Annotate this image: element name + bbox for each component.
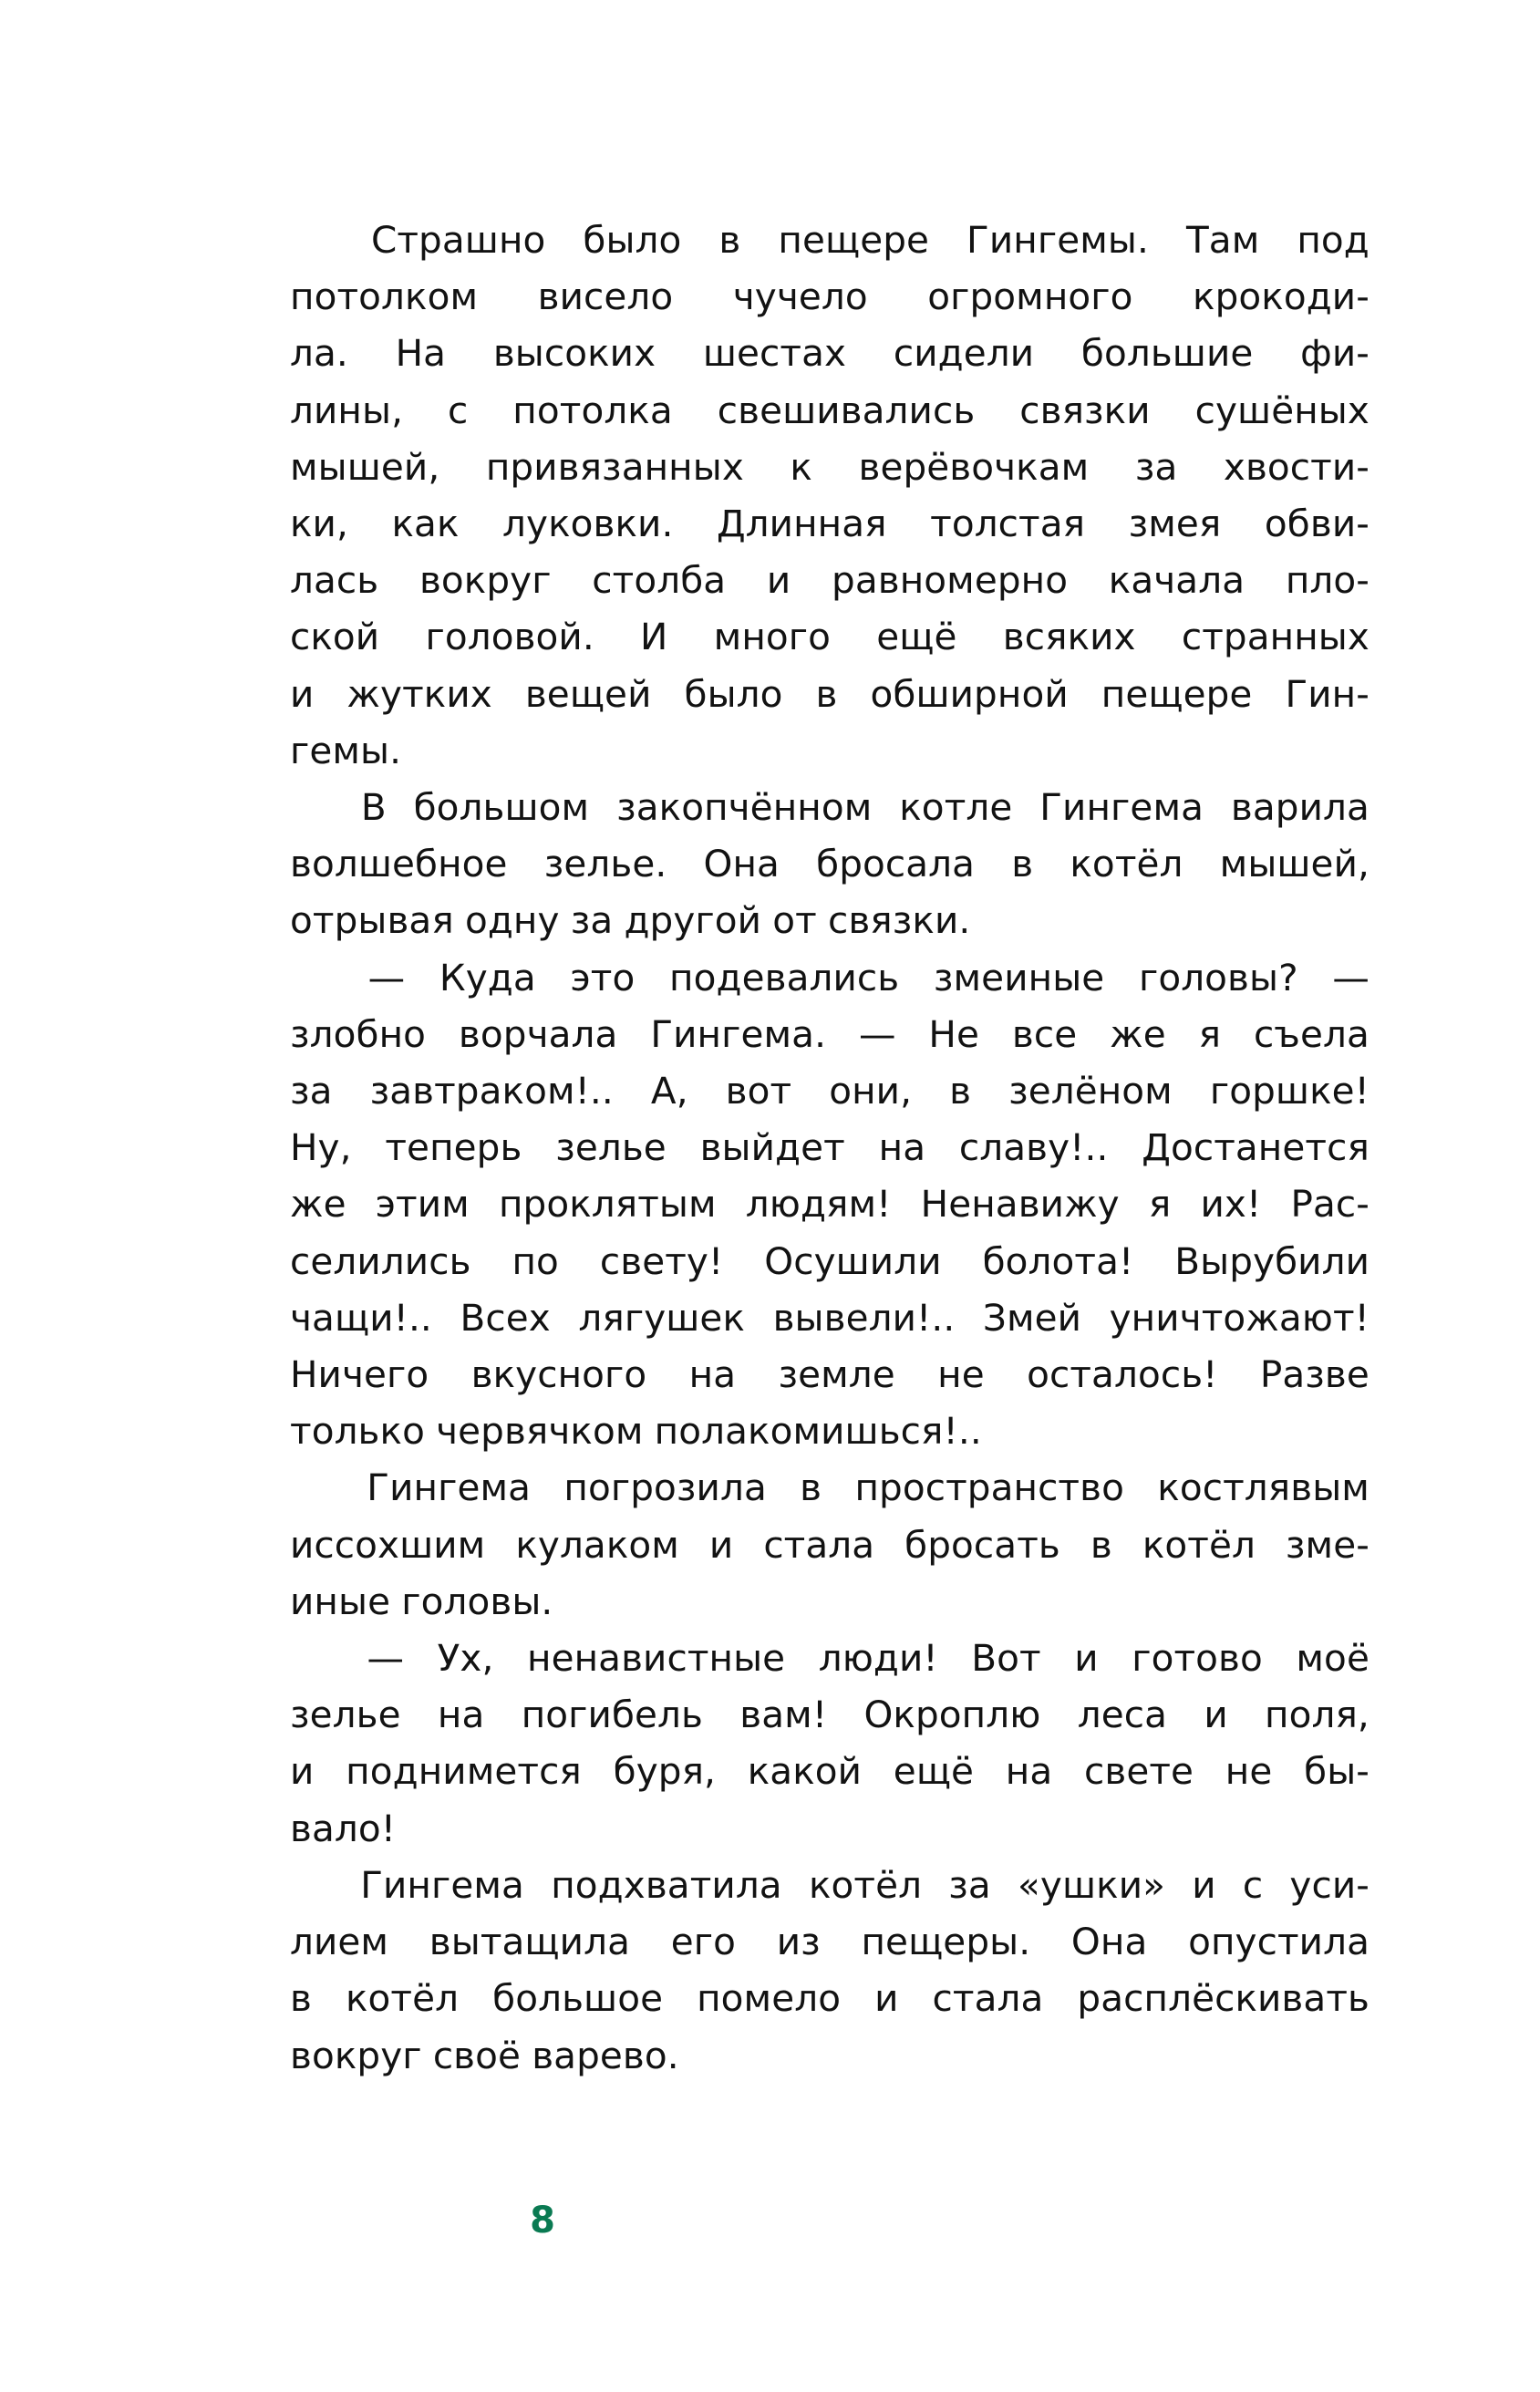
word: Рас- [1290, 1182, 1369, 1227]
text-line [290, 1517, 1369, 1573]
word: это [570, 955, 636, 999]
word: бы- [1304, 1749, 1369, 1794]
word: И [640, 615, 668, 659]
word: свету! [599, 1238, 724, 1283]
word: на [878, 1125, 926, 1170]
word: люди! [818, 1636, 938, 1681]
word: закопчённом [616, 785, 873, 830]
word: горшке! [1209, 1069, 1369, 1113]
word: из [776, 1920, 821, 1964]
word: большое [492, 1976, 664, 2021]
word: Вот [971, 1636, 1041, 1681]
word: Гин- [1285, 671, 1369, 716]
text-line [290, 892, 1369, 948]
word: ки, [290, 502, 348, 546]
paragraph [290, 779, 1369, 949]
word: пространство [854, 1465, 1124, 1510]
word: котёл [1070, 842, 1183, 886]
word: чучело [732, 274, 868, 319]
word: селились [290, 1238, 471, 1283]
text-line [290, 949, 1369, 1006]
word: в [1090, 1522, 1112, 1567]
text-line [290, 1686, 1369, 1743]
word: осталось! [1027, 1352, 1218, 1397]
word: Змей [982, 1295, 1082, 1340]
word: змея [1128, 502, 1222, 546]
word: головой. [425, 615, 594, 659]
text-line [290, 1062, 1369, 1119]
word: готово [1132, 1636, 1263, 1681]
word: волшебное [290, 842, 508, 886]
text-line [290, 382, 1369, 439]
text-line [290, 1459, 1369, 1516]
word: съела [1253, 1011, 1369, 1056]
text-line [290, 1630, 1369, 1686]
word: — [367, 1636, 405, 1681]
word: вещей [524, 671, 652, 716]
word: Вырубили [1174, 1238, 1369, 1283]
word: головы. [401, 1579, 553, 1623]
word: ещё [893, 1749, 975, 1794]
word: шестах [702, 331, 847, 376]
word: Разве [1259, 1352, 1369, 1397]
word: было [684, 671, 783, 716]
word: злобно [290, 1011, 427, 1056]
text-line [290, 779, 1369, 835]
word: высоких [492, 331, 656, 376]
word: жутких [346, 671, 492, 716]
word: пещеры. [861, 1920, 1031, 1964]
word: опустила [1188, 1920, 1369, 1964]
word: другой [624, 898, 762, 943]
word: на [1005, 1749, 1053, 1794]
word: зелье. [543, 842, 667, 886]
page-text-block [290, 212, 1369, 2084]
word: — [1332, 955, 1369, 999]
word: за [290, 1069, 333, 1113]
word: потолка [512, 388, 673, 432]
word: в [718, 218, 741, 262]
word: их! [1200, 1182, 1262, 1227]
paragraph [290, 212, 1369, 779]
word: варево. [532, 2033, 679, 2077]
text-line [290, 2027, 1369, 2084]
word: качала [1108, 558, 1245, 603]
word: за [948, 1862, 991, 1907]
word: расплёскивать [1077, 1976, 1369, 2021]
word: Куда [439, 955, 536, 999]
word: и [1204, 1693, 1228, 1737]
word: котёл [345, 1976, 460, 2021]
word: теперь [385, 1125, 522, 1170]
word: людям! [745, 1182, 892, 1227]
word: моё [1296, 1636, 1369, 1681]
word: поля, [1265, 1693, 1369, 1737]
word: свете [1084, 1749, 1194, 1794]
word: висело [537, 274, 674, 319]
word: Она [703, 842, 780, 886]
word: своё [432, 2033, 522, 2077]
text-line [290, 1403, 1369, 1459]
word: все [1011, 1011, 1078, 1056]
word: связки [1019, 388, 1151, 432]
word: котёл [1142, 1522, 1256, 1567]
word: вокруг [290, 2033, 422, 2077]
word: обви- [1264, 502, 1369, 546]
word: ещё [876, 615, 957, 659]
word: сушёных [1194, 388, 1369, 432]
word: этим [375, 1182, 470, 1227]
word: в [290, 1976, 312, 2021]
word: и [1192, 1862, 1216, 1907]
text-line [290, 722, 1369, 779]
word: я [1198, 1011, 1222, 1056]
word: Там [1185, 218, 1260, 262]
word: котле [899, 785, 1013, 830]
word: земле [778, 1352, 895, 1397]
word: подхватила [551, 1862, 782, 1907]
word: пещере [1101, 671, 1253, 716]
word: же [290, 1182, 346, 1227]
word: мышей, [1219, 842, 1369, 886]
word: полакомишься!.. [654, 1409, 982, 1454]
word: На [395, 331, 447, 376]
word: связки. [827, 898, 971, 943]
word: ненавистные [526, 1636, 786, 1681]
word: Ничего [290, 1352, 429, 1397]
word: ской [290, 615, 380, 659]
word: крокоди- [1193, 274, 1369, 319]
word: зелье [555, 1125, 667, 1170]
text-line [290, 1346, 1369, 1403]
word: выйдет [699, 1125, 845, 1170]
word: я [1148, 1182, 1172, 1227]
word: вытащила [429, 1920, 631, 1964]
word: вам! [739, 1693, 828, 1737]
paragraph-indent [290, 1857, 334, 1913]
text-line [290, 495, 1369, 552]
word: уничтожают! [1109, 1295, 1369, 1340]
word: луковки. [502, 502, 674, 546]
word: ворчала [458, 1011, 618, 1056]
text-line [290, 608, 1369, 665]
word: не [937, 1352, 985, 1397]
word: большие [1080, 331, 1254, 376]
word: и [708, 1522, 734, 1567]
word: помело [697, 1976, 842, 2021]
text-line [290, 325, 1369, 381]
word: было [583, 218, 682, 262]
text-line [290, 1573, 1369, 1630]
word: много [713, 615, 832, 659]
word: пло- [1285, 558, 1369, 603]
word: костлявым [1157, 1465, 1369, 1510]
word: не [1225, 1749, 1273, 1794]
text-line [290, 1175, 1369, 1232]
word: привязанных [485, 444, 744, 489]
text-line [290, 1857, 1369, 1913]
word: В [360, 785, 387, 830]
word: Не [928, 1011, 979, 1056]
word: варила [1230, 785, 1369, 830]
word: к [790, 444, 812, 489]
word: головы? [1138, 955, 1298, 999]
paragraph-indent [290, 949, 334, 1006]
text-line [290, 835, 1369, 892]
text-line [290, 1913, 1369, 1970]
word: зелёном [1008, 1069, 1173, 1113]
word: лины, [290, 388, 404, 432]
word: погрозила [563, 1465, 767, 1510]
word: обширной [870, 671, 1069, 716]
word: лягушек [578, 1295, 746, 1340]
word: за [570, 898, 614, 943]
text-line [290, 1119, 1369, 1175]
word: Осушили [764, 1238, 942, 1283]
paragraph [290, 1459, 1369, 1630]
word: зелье [290, 1693, 401, 1737]
word: Ух, [437, 1636, 494, 1681]
word: гемы. [290, 728, 402, 772]
word: Ну, [290, 1125, 352, 1170]
word: бросала [816, 842, 976, 886]
word: только [290, 1409, 425, 1454]
word: Достанется [1142, 1125, 1369, 1170]
word: червячком [436, 1409, 644, 1454]
word: как [391, 502, 460, 546]
word: славу!.. [958, 1125, 1109, 1170]
word: буря, [613, 1749, 717, 1794]
word: поднимется [346, 1749, 582, 1794]
word: отрывая [290, 898, 454, 943]
word: уси- [1289, 1862, 1369, 1907]
paragraph [290, 949, 1369, 1460]
word: лась [290, 558, 379, 603]
word: «ушки» [1018, 1862, 1166, 1907]
word: — [367, 955, 406, 999]
word: Окроплю [863, 1693, 1041, 1737]
word: пещере [778, 218, 930, 262]
word: и [290, 671, 315, 716]
text-line [290, 268, 1369, 325]
word: по [512, 1238, 559, 1283]
word: и [290, 1749, 315, 1794]
word: верёвочкам [858, 444, 1090, 489]
word: под [1297, 218, 1369, 262]
word: большом [413, 785, 590, 830]
word: подевались [669, 955, 900, 999]
word: в [949, 1069, 972, 1113]
paragraph-indent [290, 1459, 334, 1516]
paragraph [290, 1630, 1369, 1857]
word: вкусного [470, 1352, 647, 1397]
text-line [290, 1289, 1369, 1346]
text-line [290, 1006, 1369, 1062]
page-number: 8 [530, 2200, 555, 2242]
word: от [772, 898, 817, 943]
word: иссохшим [290, 1522, 486, 1567]
word: же [1110, 1011, 1166, 1056]
word: погибель [521, 1693, 703, 1737]
word: одну [464, 898, 560, 943]
word: чащи!.. [290, 1295, 432, 1340]
word: Гингемы. [966, 218, 1149, 262]
word: А, [650, 1069, 688, 1113]
word: равномерно [832, 558, 1069, 603]
word: Страшно [370, 218, 546, 262]
word: завтраком!.. [369, 1069, 614, 1113]
paragraph-indent [290, 1630, 334, 1686]
word: бросать [904, 1522, 1060, 1567]
word: Гингема [367, 1465, 532, 1510]
word: зме- [1285, 1522, 1369, 1567]
paragraph-indent [290, 212, 334, 268]
word: свешивались [717, 388, 976, 432]
word: Всех [460, 1295, 551, 1340]
word: змеиные [933, 955, 1105, 999]
word: Гингема [1039, 785, 1204, 830]
text-line [290, 552, 1369, 608]
text-line [290, 1970, 1369, 2026]
word: с [447, 388, 469, 432]
word: столба [592, 558, 727, 603]
word: с [1242, 1862, 1264, 1907]
word: какой [747, 1749, 863, 1794]
text-line [290, 1800, 1369, 1857]
word: иные [290, 1579, 391, 1623]
word: котёл [808, 1862, 923, 1907]
word: хвости- [1223, 444, 1369, 489]
word: лием [290, 1920, 389, 1964]
word: Гингема. [650, 1011, 827, 1056]
word: мышей, [290, 444, 440, 489]
paragraph-indent [290, 779, 334, 835]
word: фи- [1300, 331, 1369, 376]
word: ла. [290, 331, 348, 376]
word: Она [1070, 1920, 1148, 1964]
word: стала [763, 1522, 875, 1567]
word: потолком [290, 274, 479, 319]
word: огромного [927, 274, 1133, 319]
word: — [858, 1011, 896, 1056]
text-line [290, 1743, 1369, 1799]
word: сидели [893, 331, 1035, 376]
word: на [437, 1693, 485, 1737]
word: они, [829, 1069, 913, 1113]
text-line [290, 439, 1369, 495]
text-line [290, 666, 1369, 722]
word: вало! [290, 1806, 397, 1850]
word: стала [932, 1976, 1044, 2021]
word: и [1074, 1636, 1099, 1681]
text-line [290, 1233, 1369, 1289]
word: в [815, 671, 838, 716]
word: в [800, 1465, 822, 1510]
word: проклятым [498, 1182, 717, 1227]
word: и [766, 558, 791, 603]
word: всяких [1002, 615, 1136, 659]
word: Ненавижу [920, 1182, 1120, 1227]
word: вот [725, 1069, 792, 1113]
word: кулаком [515, 1522, 679, 1567]
word: болота! [982, 1238, 1134, 1283]
word: Длинная [716, 502, 887, 546]
paragraph [290, 1857, 1369, 2084]
word: его [670, 1920, 736, 1964]
word: в [1011, 842, 1034, 886]
text-line [290, 212, 1369, 268]
word: Гингема [360, 1862, 524, 1907]
word: странных [1181, 615, 1369, 659]
word: леса [1077, 1693, 1168, 1737]
word: за [1134, 444, 1178, 489]
word: вывели!.. [772, 1295, 956, 1340]
word: и [874, 1976, 899, 2021]
word: толстая [930, 502, 1086, 546]
word: вокруг [419, 558, 552, 603]
word: на [688, 1352, 737, 1397]
